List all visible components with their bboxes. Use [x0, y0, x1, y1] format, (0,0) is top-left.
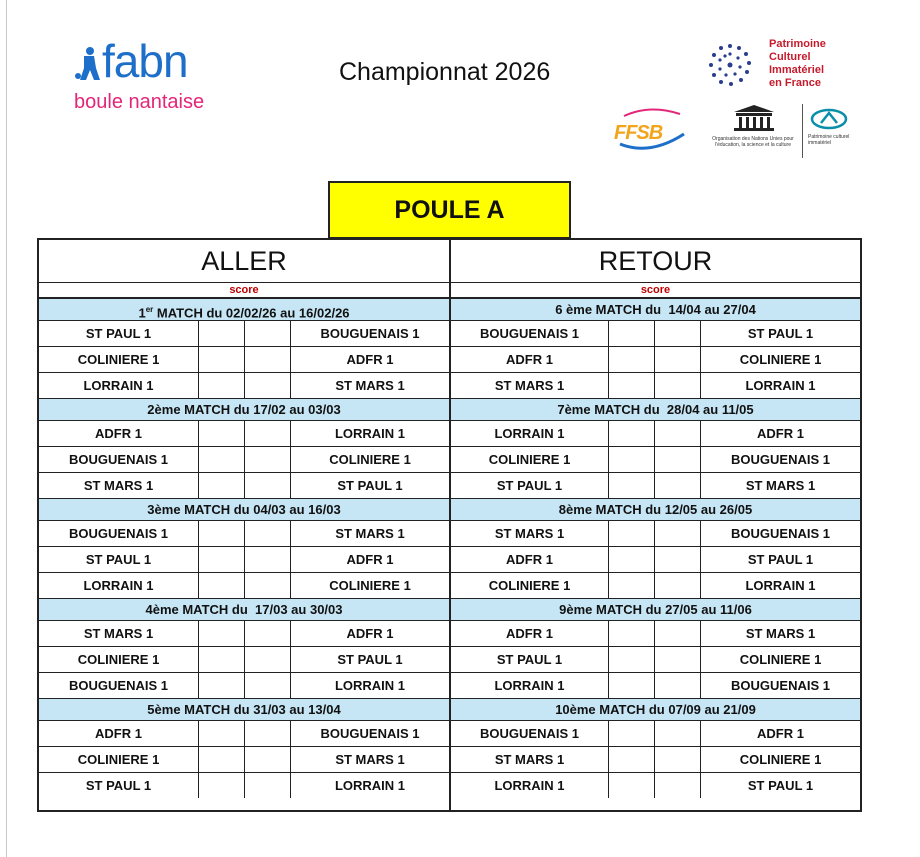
away-score-cell[interactable]	[245, 621, 291, 646]
fixtures-table	[37, 238, 862, 812]
away-score-cell[interactable]	[245, 647, 291, 672]
away-team: ST MARS 1	[745, 478, 816, 493]
page-title: Championnat 2026	[339, 58, 551, 86]
home-score-cell[interactable]	[199, 373, 245, 398]
round-label: 9ème MATCH du 27/05 au 11/06	[559, 602, 752, 617]
match-row	[39, 621, 449, 647]
away-team: ADFR 1	[757, 726, 804, 741]
away-team: ST PAUL 1	[747, 326, 814, 341]
away-score-cell[interactable]	[245, 547, 291, 572]
match-row	[451, 473, 860, 498]
retour-rounds	[451, 298, 860, 798]
home-team: BOUGUENAIS 1	[39, 447, 199, 472]
home-team: ADFR 1	[451, 621, 609, 646]
match-round	[451, 698, 860, 798]
retour-column	[451, 240, 860, 810]
home-score-cell[interactable]	[199, 721, 245, 746]
home-score-cell[interactable]	[609, 347, 655, 372]
round-header	[451, 298, 860, 321]
away-score-cell[interactable]	[655, 447, 701, 472]
round-header	[451, 598, 860, 621]
away-team: ADFR 1	[346, 552, 394, 567]
round-label: 4ème MATCH du 17/03 au 30/03	[145, 602, 343, 617]
home-team: COLINIERE 1	[39, 747, 199, 772]
away-team: BOUGUENAIS 1	[731, 678, 830, 693]
home-team: ST MARS 1	[39, 473, 199, 498]
home-score-cell[interactable]	[199, 521, 245, 546]
match-row	[39, 673, 449, 698]
match-row	[451, 773, 860, 798]
away-team: COLINIERE 1	[739, 652, 822, 667]
round-label: 2ème MATCH du 17/02 au 03/03	[147, 402, 341, 417]
round-label: 6 ème MATCH du 14/04 au 27/04	[555, 302, 756, 317]
home-team: BOUGUENAIS 1	[39, 673, 199, 698]
home-team: LORRAIN 1	[451, 421, 609, 446]
aller-heading: ALLER	[39, 240, 449, 283]
home-score-cell[interactable]	[199, 673, 245, 698]
away-score-cell[interactable]	[655, 521, 701, 546]
away-score-cell[interactable]	[655, 321, 701, 346]
away-team: ST PAUL 1	[337, 652, 403, 667]
round-ordinal: er	[145, 305, 154, 314]
away-score-cell[interactable]	[245, 421, 291, 446]
home-score-cell[interactable]	[199, 421, 245, 446]
score-label: score	[39, 283, 449, 298]
home-score-cell[interactable]	[609, 473, 655, 498]
match-round	[451, 398, 860, 498]
match-round	[39, 698, 449, 798]
match-row	[39, 521, 449, 547]
away-team: ST MARS 1	[335, 752, 405, 767]
home-team: ADFR 1	[39, 721, 199, 746]
home-team: BOUGUENAIS 1	[451, 321, 609, 346]
match-row	[39, 421, 449, 447]
round-label: MATCH du 02/02/26 au 16/02/26	[153, 305, 350, 321]
home-score-cell[interactable]	[609, 773, 655, 798]
home-team: LORRAIN 1	[39, 373, 199, 398]
ffsb-text: FFSB	[614, 122, 663, 144]
round-header	[39, 598, 449, 621]
home-score-cell[interactable]	[609, 747, 655, 772]
home-score-cell[interactable]	[609, 573, 655, 598]
round-header	[39, 498, 449, 521]
unesco-logo	[704, 104, 854, 160]
match-round	[39, 398, 449, 498]
away-team: LORRAIN 1	[334, 678, 406, 693]
pci-dots-icon	[707, 42, 753, 88]
round-label: 8ème MATCH du 12/05 au 26/05	[558, 502, 753, 517]
home-team: LORRAIN 1	[451, 673, 609, 698]
home-team: BOUGUENAIS 1	[39, 521, 199, 546]
home-team: COLINIERE 1	[451, 573, 609, 598]
away-score-cell[interactable]	[245, 473, 291, 498]
match-row	[451, 721, 860, 747]
round-header	[451, 698, 860, 721]
match-row	[39, 321, 449, 347]
round-header	[39, 698, 449, 721]
match-round	[39, 298, 449, 398]
home-team: COLINIERE 1	[39, 647, 199, 672]
away-score-cell[interactable]	[655, 621, 701, 646]
fabn-logo	[72, 35, 252, 128]
away-team: BOUGUENAIS 1	[320, 326, 420, 341]
match-row	[451, 573, 860, 598]
home-score-cell[interactable]	[609, 721, 655, 746]
boule-player-icon	[74, 46, 102, 82]
pci-text: Patrimoine Culturel Immatériel en France	[769, 38, 826, 89]
away-team: COLINIERE 1	[739, 752, 822, 767]
match-row	[451, 421, 860, 447]
away-score-cell[interactable]	[655, 673, 701, 698]
round-header	[451, 398, 860, 421]
away-score-cell[interactable]	[245, 773, 291, 798]
away-score-cell[interactable]	[245, 673, 291, 698]
home-score-cell[interactable]	[199, 747, 245, 772]
round-label: 10ème MATCH du 07/09 au 21/09	[555, 702, 756, 717]
home-team: ST PAUL 1	[39, 547, 199, 572]
away-team: BOUGUENAIS 1	[731, 452, 830, 467]
away-team: LORRAIN 1	[745, 578, 816, 593]
match-row	[39, 373, 449, 398]
away-team: LORRAIN 1	[745, 378, 816, 393]
home-team: ST PAUL 1	[39, 773, 199, 798]
round-number: 1	[138, 305, 146, 321]
match-row	[451, 521, 860, 547]
unesco-temple-icon	[732, 104, 776, 132]
match-row	[39, 773, 449, 798]
match-row	[39, 473, 449, 498]
away-team: ST PAUL 1	[747, 778, 814, 793]
home-score-cell[interactable]	[199, 347, 245, 372]
match-row	[39, 647, 449, 673]
poule-banner: POULE A	[328, 181, 571, 239]
match-row	[39, 573, 449, 598]
pci-emblem-icon	[810, 108, 848, 130]
home-score-cell[interactable]	[609, 673, 655, 698]
away-team: ADFR 1	[346, 626, 394, 641]
away-score-cell[interactable]	[655, 747, 701, 772]
match-round	[451, 598, 860, 698]
away-score-cell[interactable]	[655, 647, 701, 672]
home-score-cell[interactable]	[609, 521, 655, 546]
home-team: BOUGUENAIS 1	[451, 721, 609, 746]
match-row	[451, 647, 860, 673]
away-team: ST MARS 1	[745, 626, 816, 641]
match-row	[451, 621, 860, 647]
away-team: ADFR 1	[346, 352, 394, 367]
page-edge	[6, 0, 7, 857]
away-score-cell[interactable]	[245, 347, 291, 372]
away-team: BOUGUENAIS 1	[731, 526, 830, 541]
match-row	[39, 747, 449, 773]
home-score-cell[interactable]	[199, 447, 245, 472]
round-header	[451, 498, 860, 521]
match-row	[451, 547, 860, 573]
home-team: COLINIERE 1	[451, 447, 609, 472]
unesco-pci-caption: Patrimoine culturel immatériel	[808, 134, 850, 146]
away-team: COLINIERE 1	[329, 452, 411, 467]
home-team: COLINIERE 1	[39, 347, 199, 372]
home-score-cell[interactable]	[199, 321, 245, 346]
logo-wordmark: fabn	[102, 35, 188, 87]
away-score-cell[interactable]	[245, 573, 291, 598]
match-round	[451, 498, 860, 598]
away-team: COLINIERE 1	[329, 578, 411, 593]
away-score-cell[interactable]	[245, 521, 291, 546]
match-round	[39, 498, 449, 598]
match-row	[451, 321, 860, 347]
away-score-cell[interactable]	[655, 473, 701, 498]
away-team: LORRAIN 1	[334, 778, 406, 793]
home-team: ST MARS 1	[451, 521, 609, 546]
home-score-cell[interactable]	[199, 547, 245, 572]
away-team: ST MARS 1	[335, 526, 405, 541]
away-team: ST MARS 1	[335, 378, 405, 393]
home-team: ADFR 1	[451, 347, 609, 372]
match-row	[451, 447, 860, 473]
aller-column	[39, 240, 449, 810]
away-score-cell[interactable]	[655, 721, 701, 746]
home-team: LORRAIN 1	[451, 773, 609, 798]
unesco-divider	[802, 104, 803, 158]
home-team: ST MARS 1	[451, 373, 609, 398]
away-team: BOUGUENAIS 1	[320, 726, 420, 741]
home-team: ST PAUL 1	[39, 321, 199, 346]
home-score-cell[interactable]	[609, 321, 655, 346]
home-score-cell[interactable]	[199, 573, 245, 598]
home-score-cell[interactable]	[609, 621, 655, 646]
home-score-cell[interactable]	[609, 547, 655, 572]
home-team: ST MARS 1	[451, 747, 609, 772]
away-score-cell[interactable]	[655, 347, 701, 372]
unesco-caption: Organisation des Nations Unies pour l'éducation, la science et la culture	[712, 136, 794, 148]
away-score-cell[interactable]	[245, 747, 291, 772]
match-row	[451, 673, 860, 698]
match-row	[39, 347, 449, 373]
away-score-cell[interactable]	[245, 447, 291, 472]
home-team: ST PAUL 1	[451, 473, 609, 498]
home-score-cell[interactable]	[199, 773, 245, 798]
away-score-cell[interactable]	[655, 421, 701, 446]
match-round	[39, 598, 449, 698]
home-score-cell[interactable]	[609, 373, 655, 398]
home-team: ADFR 1	[451, 547, 609, 572]
home-score-cell[interactable]	[609, 447, 655, 472]
round-header	[39, 398, 449, 421]
away-score-cell[interactable]	[655, 573, 701, 598]
round-label: 7ème MATCH du 28/04 au 11/05	[557, 402, 754, 417]
away-score-cell[interactable]	[245, 721, 291, 746]
match-row	[39, 721, 449, 747]
home-team: ST PAUL 1	[451, 647, 609, 672]
away-score-cell[interactable]	[655, 373, 701, 398]
away-score-cell[interactable]	[245, 373, 291, 398]
away-score-cell[interactable]	[655, 773, 701, 798]
away-team: ST PAUL 1	[337, 478, 403, 493]
home-score-cell[interactable]	[609, 421, 655, 446]
home-score-cell[interactable]	[199, 647, 245, 672]
away-score-cell[interactable]	[655, 547, 701, 572]
ffsb-logo	[610, 104, 690, 156]
away-team: COLINIERE 1	[739, 352, 822, 367]
away-team: ADFR 1	[757, 426, 804, 441]
away-team: ST PAUL 1	[747, 552, 814, 567]
away-team: LORRAIN 1	[334, 426, 406, 441]
match-row	[39, 447, 449, 473]
match-row	[451, 373, 860, 398]
score-label: score	[451, 283, 860, 298]
match-row	[451, 347, 860, 373]
home-team: ST MARS 1	[39, 621, 199, 646]
home-score-cell[interactable]	[199, 621, 245, 646]
home-score-cell[interactable]	[609, 647, 655, 672]
round-label: 5ème MATCH du 31/03 au 13/04	[147, 702, 341, 717]
home-score-cell[interactable]	[199, 473, 245, 498]
aller-rounds	[39, 298, 449, 798]
match-round	[451, 298, 860, 398]
logo-subtitle: boule nantaise	[74, 91, 205, 113]
match-row	[451, 747, 860, 773]
pci-logo	[705, 38, 855, 98]
round-header	[39, 298, 449, 321]
home-team: ADFR 1	[39, 421, 199, 446]
retour-heading: RETOUR	[451, 240, 860, 283]
match-row	[39, 547, 449, 573]
home-team: LORRAIN 1	[39, 573, 199, 598]
round-label: 3ème MATCH du 04/03 au 16/03	[147, 502, 341, 517]
away-score-cell[interactable]	[245, 321, 291, 346]
